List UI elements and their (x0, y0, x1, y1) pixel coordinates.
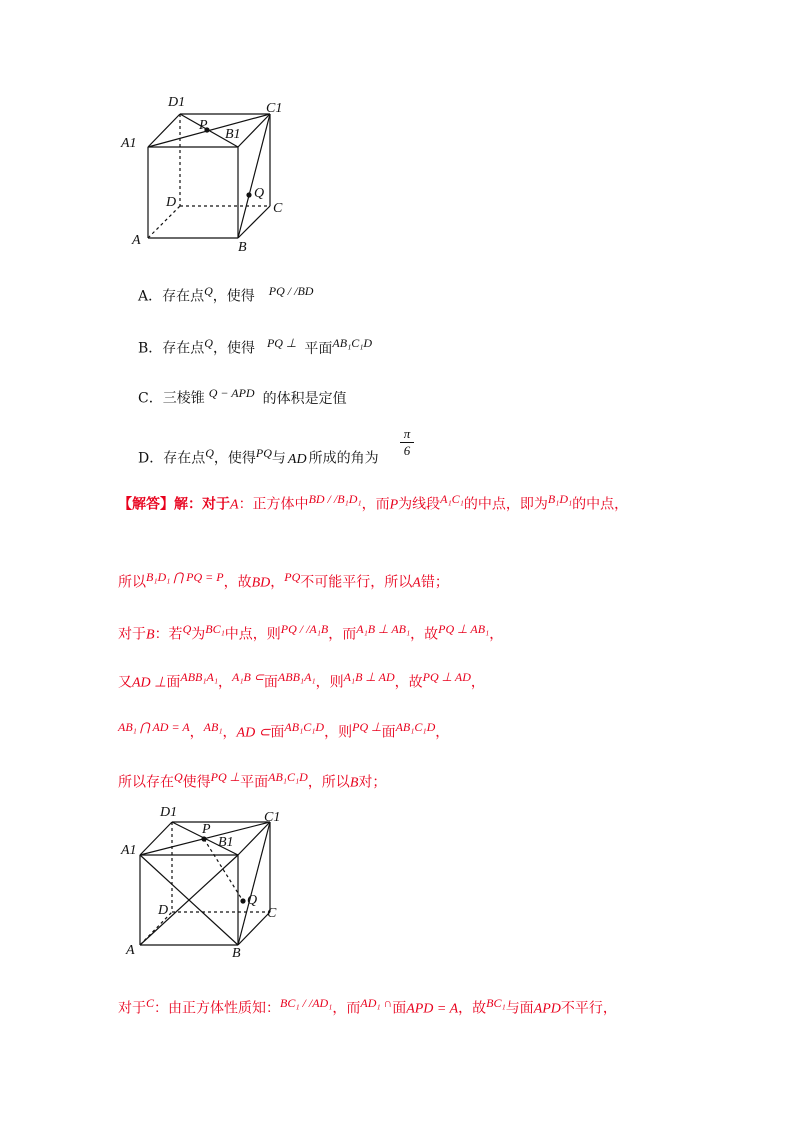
math-B: B (349, 775, 359, 791)
math-A: A (412, 575, 421, 591)
fraction-denominator: 6 (403, 443, 411, 458)
text: 面 (392, 1000, 407, 1017)
text: 所以 (118, 574, 146, 591)
label-D: D (166, 195, 177, 210)
label-A1: A1 (121, 843, 137, 858)
math-expr: PQ ⊥ AB₁ (438, 622, 490, 636)
text: 为线段 (398, 496, 441, 513)
text: ，所以 (307, 774, 350, 791)
math-expr: BD / /B₁D₁ (308, 492, 362, 506)
text: 对； (358, 774, 387, 791)
math-expr: PQ ⊥ (352, 720, 382, 734)
label-B: B (238, 240, 247, 255)
cube-diagram-2 (0, 0, 320, 990)
math-expr: PQ (284, 570, 301, 584)
option-b-var: Q (204, 336, 213, 350)
math-expr: APD = A (406, 1001, 459, 1017)
math-expr: PQ ⊥ AD (422, 670, 471, 684)
label-Q: Q (254, 186, 265, 201)
label-A: A (126, 943, 135, 958)
option-c-prefix: C．三棱锥 (138, 390, 205, 407)
math-expr: ABB₁A₁ (277, 670, 316, 684)
math-expr: B₁D₁ (547, 492, 573, 506)
text: 对于 (118, 1000, 146, 1017)
option-d-expr2: AD (287, 451, 307, 467)
label-D1: D1 (160, 805, 178, 820)
label-A1: A1 (121, 136, 137, 151)
text: 的中点，即为 (463, 496, 548, 513)
text: ：由正方体性质知： (154, 1000, 281, 1017)
label-D1: D1 (168, 95, 186, 110)
label-C1: C1 (264, 810, 281, 825)
option-c-expr: Q − APD (208, 386, 255, 400)
math-expr: BC₁ / /AD₁ (280, 996, 333, 1010)
label-P: P (199, 118, 208, 133)
text: ，则 (324, 724, 353, 741)
text: ， (222, 724, 237, 741)
text: 对于 (118, 626, 146, 643)
math-expr: PQ ⊥ (210, 770, 241, 784)
option-d-fraction (400, 426, 414, 459)
text: ， (270, 574, 285, 591)
label-B1: B1 (225, 127, 241, 142)
math-expr: AB₁C₁D (395, 720, 436, 734)
math-expr: B₁D₁ ⋂ PQ = P (146, 570, 224, 584)
label-D: D (158, 903, 169, 918)
text: 与面 (505, 1000, 534, 1017)
option-d-tail2: 所成的角为 (308, 450, 379, 467)
option-d-var: Q (205, 446, 214, 460)
text: ，则 (315, 674, 344, 691)
text: ，故 (223, 574, 252, 591)
option-d-tail: 与 (271, 450, 286, 467)
option-b-prefix: B．存在点 (138, 340, 205, 357)
math-expr: AD ⊥ (132, 675, 167, 691)
math-P: P (389, 497, 399, 513)
math-expr: AD₁ ∩ (360, 996, 393, 1010)
math-Q: Q (182, 622, 192, 636)
text: 面 (270, 724, 285, 741)
text: ， (470, 674, 485, 691)
math-expr: BC₁ (486, 996, 506, 1010)
answer-heading: 【解答】解：对于 (118, 496, 230, 513)
option-d-expr: PQ (255, 446, 272, 460)
text: 错； (420, 574, 449, 591)
text: 不可能平行，所以 (300, 574, 413, 591)
math-expr: ABB₁A₁ (180, 670, 219, 684)
answer-line-7 (118, 996, 617, 1018)
text: ，故 (410, 626, 439, 643)
math-Q: Q (174, 770, 183, 784)
option-a-var: Q (204, 284, 213, 298)
label-C1: C1 (266, 101, 283, 116)
option-a-prefix: A．存在点 (138, 288, 205, 305)
text: ，故 (458, 1000, 487, 1017)
text: ， (218, 674, 233, 691)
text: 面 (263, 674, 278, 691)
label-C: C (273, 201, 283, 216)
option-c-tail: 的体积是定值 (262, 390, 347, 407)
text: ， (189, 724, 204, 741)
math-expr: BD (251, 575, 271, 591)
math-expr: APD (533, 1001, 561, 1017)
fraction-numerator: π (400, 426, 414, 443)
math-expr: A₁B ⊥ AD (343, 670, 395, 684)
text: 又 (118, 674, 132, 691)
text: ，故 (394, 674, 423, 691)
text: 平面 (240, 774, 269, 791)
math-B: B (146, 627, 155, 643)
math-expr: AD ⊂ (236, 725, 271, 741)
option-b-plane: AB₁C₁D (332, 336, 373, 350)
math-C: C (146, 996, 155, 1010)
option-a-expr: PQ / /BD (268, 284, 314, 298)
text: ，而 (332, 1000, 361, 1017)
text: 面 (381, 724, 396, 741)
label-B1: B1 (218, 835, 234, 850)
text: ：若 (154, 626, 183, 643)
math-expr: BC₁ (205, 622, 225, 636)
label-A: A (132, 233, 141, 248)
label-B: B (232, 946, 241, 961)
text: ， (435, 724, 450, 741)
option-b-expr: PQ ⊥ (266, 336, 297, 350)
text: 使得 (182, 774, 211, 791)
option-d-mid: ，使得 (213, 450, 256, 467)
math-expr: A₁B ⊥ AB₁ (356, 622, 411, 636)
math-A: A (230, 497, 239, 513)
option-a-mid: ，使得 (212, 288, 255, 305)
math-expr: AB₁C₁D (268, 770, 308, 784)
label-P: P (202, 822, 211, 837)
math-expr: PQ / /A₁B (280, 622, 329, 636)
option-d-prefix: D．存在点 (138, 450, 206, 467)
label-Q: Q (247, 893, 258, 908)
text: ，而 (328, 626, 357, 643)
text: 为 (191, 626, 206, 643)
text: 不平行， (560, 1000, 617, 1017)
text: 面 (166, 674, 181, 691)
text: 所以存在 (118, 774, 174, 791)
math-expr: A₁C₁ (440, 492, 464, 506)
math-expr: AB₁ (203, 720, 223, 734)
text: ：正方体中 (238, 496, 309, 513)
label-C: C (267, 906, 277, 921)
text: ， (489, 626, 504, 643)
option-b-mid: ，使得 (212, 340, 255, 357)
text: 中点，则 (224, 626, 281, 643)
option-b-tail: 平面 (304, 340, 333, 357)
math-expr: AB₁C₁D (284, 720, 325, 734)
text: 的中点， (572, 496, 629, 513)
math-expr: AB₁ ⋂ AD = A (118, 720, 190, 734)
text: ，而 (361, 496, 390, 513)
math-expr: A₁B ⊂ (232, 670, 264, 684)
